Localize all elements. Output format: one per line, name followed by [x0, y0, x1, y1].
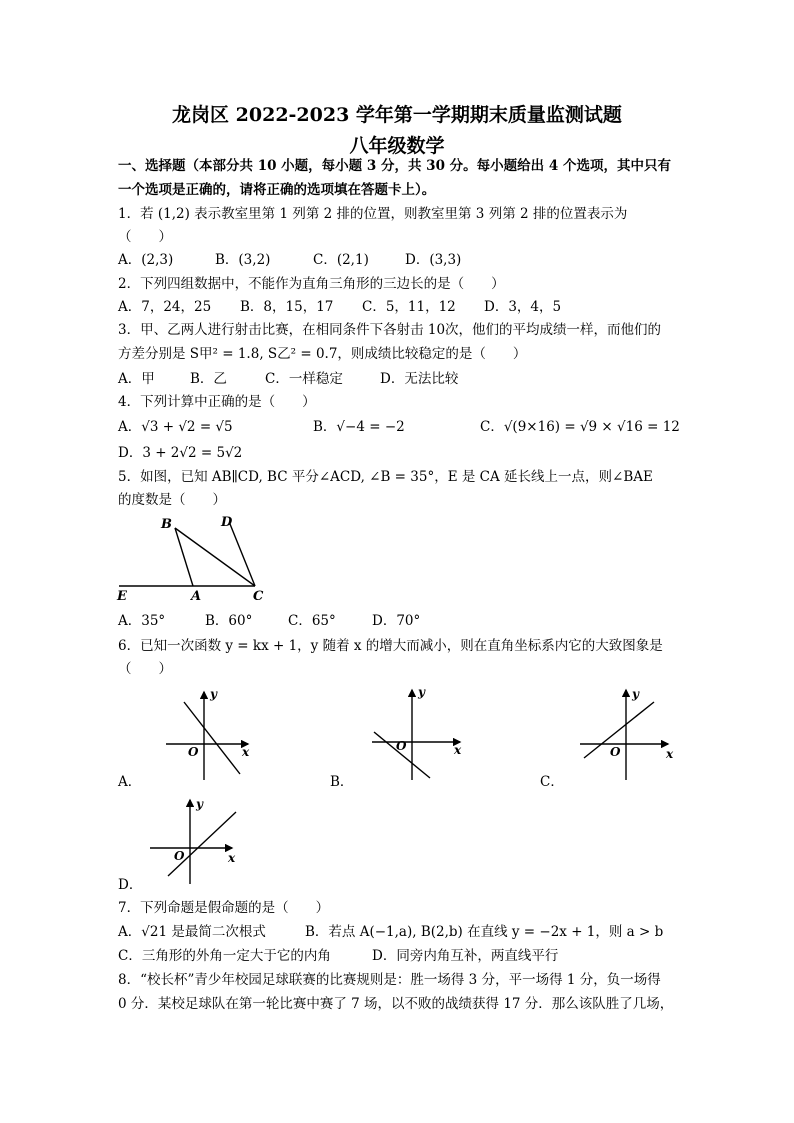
q5-option-b: B．60°	[205, 613, 253, 629]
q5-option-d: D．70°	[372, 613, 421, 629]
label-b: B	[161, 517, 172, 532]
q6-option-a-label: A．	[118, 774, 142, 790]
q5-option-c: C．65°	[288, 613, 336, 629]
page-subtitle: 八年级数学	[349, 135, 445, 157]
label-e: E	[117, 589, 127, 604]
q6-stem: 6．已知一次函数 y = kx + 1，y 随着 x 的增大而减小，则在直角坐标系内它的大致图象是	[118, 638, 663, 654]
graph-c-origin: O	[610, 745, 621, 759]
graph-b-y: y	[418, 685, 425, 699]
q6-graph-a	[162, 684, 258, 782]
q7-option-b: B．若点 A(−1,a), B(2,b) 在直线 y = −2x + 1，则 a > b	[305, 924, 664, 940]
q4-option-b: B．√−4 = −2	[313, 419, 405, 435]
q6-option-d-label: D．	[118, 877, 143, 893]
q6-option-b-label: B．	[330, 774, 354, 790]
q3-option-c: C．一样稳定	[265, 371, 343, 387]
q8-stem-line2: 0 分．某校足球队在第一轮比赛中赛了 7 场，以不败的战绩获得 17 分．那么该队胜了几场，	[118, 996, 674, 1012]
graph-d-x: x	[228, 851, 236, 865]
q5-stem-line1: 5．如图，已知 AB∥CD, BC 平分∠ACD, ∠B = 35°，E 是 CA 延长线上一点，则∠BAE	[118, 469, 653, 485]
q6-graph-c	[576, 686, 676, 782]
label-c: C	[253, 589, 264, 604]
graph-d-origin: O	[174, 849, 185, 863]
graph-b-x: x	[454, 743, 462, 757]
q7-stem: 7．下列命题是假命题的是（ ）	[118, 900, 330, 916]
q5-stem-line2: 的度数是（ ）	[118, 492, 226, 508]
q4-stem: 4．下列计算中正确的是（ ）	[118, 394, 316, 410]
graph-a-y: y	[210, 687, 217, 701]
label-d: D	[221, 515, 233, 530]
q6-option-c-label: C．	[540, 774, 564, 790]
q1-option-d: D．(3,3)	[405, 252, 462, 268]
q2-option-a: A．7，24，25	[118, 299, 212, 315]
q3-option-d: D．无法比较	[380, 371, 459, 387]
q2-option-b: B．8，15，17	[240, 299, 334, 315]
q7-option-c: C．三角形的外角一定大于它的内角	[118, 948, 331, 964]
q3-option-b: B．乙	[190, 371, 227, 387]
graph-d-y: y	[196, 797, 203, 811]
q1-bracket: （ ）	[118, 229, 172, 245]
page-title: 龙岗区 2022-2023 学年第一学期期末质量监测试题	[172, 104, 622, 126]
q1-stem: 1．若 (1,2) 表示教室里第 1 列第 2 排的位置，则教室里第 3 列第 2 排的位置表示为	[118, 206, 628, 222]
q7-option-a: A．√21 是最简二次根式	[118, 924, 266, 940]
line-ba	[175, 528, 193, 586]
q1-option-c: C．(2,1)	[313, 252, 369, 268]
graph-a-origin: O	[188, 745, 199, 759]
q2-option-c: C．5，11，12	[362, 299, 456, 315]
q4-option-c: C．√(9×16) = √9 × √16 = 12	[480, 419, 680, 435]
q4-option-a: A．√3 + √2 = √5	[118, 419, 233, 435]
q6-graph-b	[368, 684, 468, 782]
q2-stem: 2．下列四组数据中，不能作为直角三角形的三边长的是（ ）	[118, 276, 505, 292]
label-a: A	[191, 589, 202, 604]
q2-option-d: D．3，4，5	[484, 299, 562, 315]
q3-stem-line2: 方差分别是 S甲² = 1.8, S乙² = 0.7，则成绩比较稳定的是（ ）	[118, 346, 527, 362]
q1-option-b: B．(3,2)	[215, 252, 271, 268]
q4-option-d: D．3 + 2√2 = 5√2	[118, 445, 243, 461]
q5-option-a: A．35°	[118, 613, 166, 629]
section-header-line2: 一个选项是正确的，请将正确的选项填在答题卡上）。	[118, 182, 436, 198]
q6-bracket: （ ）	[118, 661, 172, 677]
graph-a-x: x	[242, 745, 250, 759]
section-header-line1: 一、选择题（本部分共 10 小题，每小题 3 分，共 30 分。每小题给出 4 个选项，其中只有	[118, 158, 671, 174]
q3-stem-line1: 3．甲、乙两人进行射击比赛，在相同条件下各射击 10次，他们的平均成绩一样，而他们的	[118, 322, 662, 338]
graph-c-x: x	[666, 747, 674, 761]
graph-c-y: y	[632, 687, 639, 701]
q6-graph-d	[146, 794, 246, 886]
q5-geometry-figure	[115, 512, 275, 604]
q1-option-a: A．(2,3)	[118, 252, 174, 268]
q7-option-d: D．同旁内角互补，两直线平行	[372, 948, 559, 964]
q8-stem-line1: 8．“校长杯”青少年校园足球联赛的比赛规则是：胜一场得 3 分，平一场得 1 分，负一场得	[118, 972, 661, 988]
graph-b-origin: O	[396, 739, 407, 753]
q3-option-a: A．甲	[118, 371, 155, 387]
